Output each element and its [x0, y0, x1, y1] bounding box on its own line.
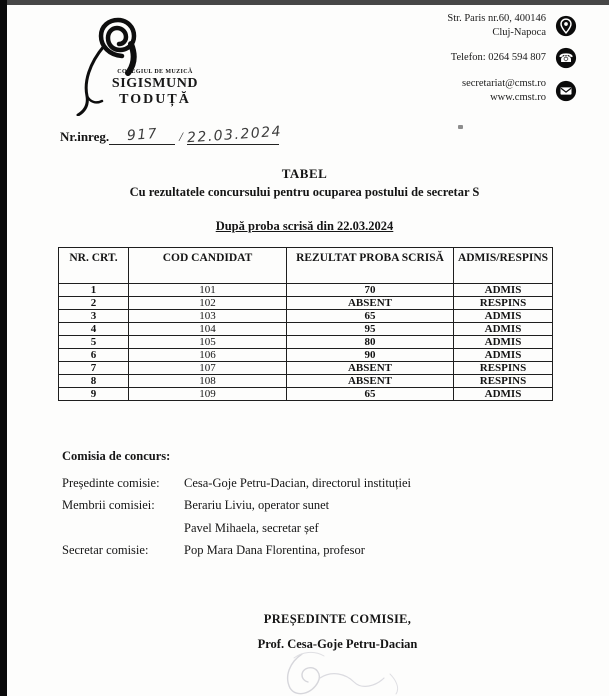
registration-separator: / [179, 129, 183, 144]
table-header-row [59, 248, 553, 284]
cell-rezultat: ABSENT [287, 362, 454, 375]
contact-phone-row [347, 47, 577, 69]
results-table-head [59, 248, 553, 284]
cell-nr: 6 [59, 349, 129, 362]
cell-admis: ADMIS [454, 323, 553, 336]
cell-admis: ADMIS [454, 310, 553, 323]
commission-line-member-2 [62, 522, 411, 536]
address-line-2: Cluj-Napoca [492, 26, 546, 38]
school-logo-text [104, 69, 206, 108]
commission-heading: Comisia de concurs: [62, 449, 171, 463]
commission-role: Membrii comisiei: [62, 498, 155, 513]
cell-nr: 9 [59, 388, 129, 401]
svg-text:☎: ☎ [558, 51, 574, 66]
table-row [59, 323, 553, 336]
results-table-body [59, 284, 553, 401]
cell-admis: RESPINS [454, 375, 553, 388]
registration-label: Nr.inreg. [60, 129, 110, 144]
cell-rezultat: 80 [287, 336, 454, 349]
contact-email: secretariat@cmst.ro [461, 78, 546, 90]
signature-name: Prof. Cesa-Goje Petru-Dacian [257, 637, 418, 651]
registration-number-blank [109, 125, 175, 145]
commission-role: Secretar comisie: [62, 542, 149, 557]
signature-block [66, 612, 609, 652]
cell-nr: 7 [59, 362, 129, 375]
column-header-rezultat: REZULTAT PROBA SCRISĂ [287, 248, 454, 284]
table-row [59, 349, 553, 362]
registration-line [60, 123, 283, 147]
document-title: TABEL [281, 166, 328, 181]
scan-noise-speck [458, 125, 463, 129]
scan-left-edge-bar [0, 0, 7, 696]
column-header-admis-respins: ADMIS/RESPINS [454, 248, 553, 284]
cell-nr: 4 [59, 323, 129, 336]
cell-cod: 102 [129, 297, 287, 310]
cell-rezultat: 70 [287, 284, 454, 297]
document-title-block [0, 166, 609, 234]
column-header-cod-candidat: COD CANDIDAT [129, 248, 287, 284]
cell-cod: 107 [129, 362, 287, 375]
contact-address-row [347, 12, 577, 39]
commission-person: Pavel Mihaela, secretar șef [184, 520, 319, 535]
signature-role: PREȘEDINTE COMISIE, [263, 612, 412, 626]
logo-school-name-1: SIGISMUND [111, 76, 199, 91]
commission-role [62, 522, 184, 536]
logo-school-name-2: TODUȚĂ [119, 92, 191, 107]
cell-rezultat: ABSENT [287, 297, 454, 310]
cell-rezultat: 65 [287, 388, 454, 401]
cell-cod: 104 [129, 323, 287, 336]
commission-block [62, 449, 411, 566]
location-pin-icon [555, 15, 577, 37]
cell-nr: 2 [59, 297, 129, 310]
cell-rezultat: 95 [287, 323, 454, 336]
scan-top-edge-bar [0, 0, 609, 5]
contact-phone: Telefon: 0264 594 807 [450, 52, 546, 64]
commission-line-president [62, 477, 411, 491]
column-header-nr-crt: NR. CRT. [59, 248, 129, 284]
signature-scribble [272, 648, 432, 696]
contact-block [347, 12, 577, 113]
cell-admis: RESPINS [454, 362, 553, 375]
commission-person: Berariu Liviu, operator sunet [184, 498, 330, 513]
contact-email-web [462, 77, 546, 104]
table-row [59, 284, 553, 297]
contact-email-row [347, 77, 577, 104]
cell-nr: 1 [59, 284, 129, 297]
cell-admis: ADMIS [454, 284, 553, 297]
cell-rezultat: 65 [287, 310, 454, 323]
cell-admis: ADMIS [454, 349, 553, 362]
cell-admis: ADMIS [454, 388, 553, 401]
table-row [59, 362, 553, 375]
contact-website: www.cmst.ro [490, 91, 546, 103]
registration-date-handwritten: 22.03.2024 [186, 123, 283, 147]
cell-nr: 3 [59, 310, 129, 323]
cell-cod: 106 [129, 349, 287, 362]
cell-rezultat: ABSENT [287, 375, 454, 388]
logo-school-type: COLEGIUL DE MUZICĂ [117, 69, 193, 75]
results-table [58, 247, 553, 401]
phone-icon [555, 47, 577, 69]
document-subtitle: Cu rezultatele concursului pentru ocuparea postului de secretar S [129, 185, 480, 199]
address-line-1: Str. Paris nr.60, 400146 [447, 13, 546, 24]
registration-number-handwritten: 917 [125, 125, 159, 145]
cell-rezultat: 90 [287, 349, 454, 362]
commission-line-secretary [62, 544, 411, 558]
school-logo [76, 16, 206, 116]
cell-cod: 101 [129, 284, 287, 297]
table-row [59, 388, 553, 401]
table-row [59, 310, 553, 323]
envelope-icon [555, 80, 577, 102]
cell-cod: 103 [129, 310, 287, 323]
cell-nr: 8 [59, 375, 129, 388]
table-row [59, 297, 553, 310]
commission-line-member-1 [62, 499, 411, 513]
cell-admis: RESPINS [454, 297, 553, 310]
table-row [59, 336, 553, 349]
cell-admis: ADMIS [454, 336, 553, 349]
cell-cod: 105 [129, 336, 287, 349]
document-exam-date-line: După proba scrisă din 22.03.2024 [215, 219, 394, 233]
cell-cod: 108 [129, 375, 287, 388]
registration-date-blank [186, 123, 283, 147]
cell-cod: 109 [129, 388, 287, 401]
table-row [59, 375, 553, 388]
cell-nr: 5 [59, 336, 129, 349]
commission-person: Cesa-Goje Petru-Dacian, directorul instituției [184, 476, 412, 490]
contact-address [447, 12, 546, 39]
commission-role: Președinte comisie: [62, 476, 160, 490]
commission-person: Pop Mara Dana Florentina, profesor [184, 542, 365, 557]
